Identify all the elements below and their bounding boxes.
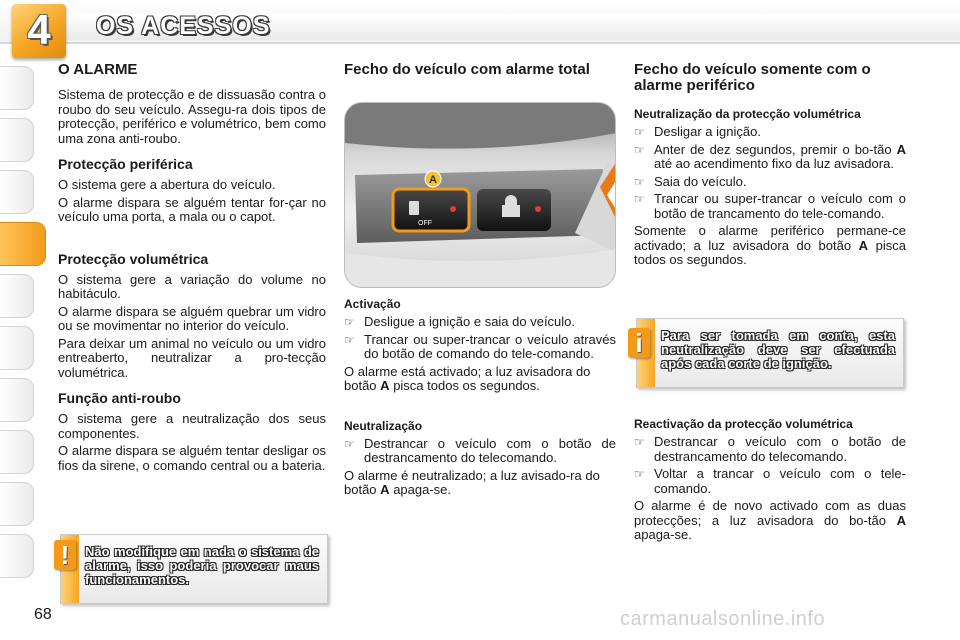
section-title-total-alarm: Fecho do veículo com alarme total bbox=[344, 61, 590, 78]
button-a-marker: A bbox=[429, 174, 437, 186]
heading-neutralization: Neutralização bbox=[344, 418, 423, 433]
section-title-peripheral-alarm: Fecho do veículo somente com o alarme periférico bbox=[634, 61, 871, 94]
anti-theft-text-2: O alarme dispara se alguém tentar desligar os fios da sirene, o comando central ou a bateria. bbox=[58, 443, 326, 473]
volumetric-text-1: O sistema gere a variação do volume no habitáculo. bbox=[58, 271, 326, 301]
chapter-tab-4-active[interactable] bbox=[0, 222, 46, 266]
chapter-tab-5[interactable] bbox=[0, 274, 34, 318]
column-total-alarm bbox=[344, 62, 616, 88]
hand-pointer-icon: ☞ bbox=[634, 435, 645, 449]
neutralization-step-3: ☞ Saia do veículo. bbox=[634, 173, 747, 189]
chapter-tab-2[interactable] bbox=[0, 118, 34, 162]
column-alarm bbox=[58, 62, 326, 476]
neutralization-step-1: ☞ Destrancar o veículo com o botão de destrancamento do telecomando. bbox=[344, 435, 616, 465]
warning-box bbox=[60, 534, 328, 604]
warning-icon: ! bbox=[54, 540, 76, 570]
column-peripheral-alarm-lower bbox=[634, 418, 906, 546]
reactivation-step-2: ☞ Voltar a trancar o veículo com o tele-comando. bbox=[634, 466, 906, 496]
column-total-alarm-lower bbox=[344, 298, 616, 501]
neutralization-step-2: ☞ Anter de dez segundos, premir o bo-tão A até ao acendimento fixo da luz avisadora. bbox=[634, 141, 906, 171]
hand-pointer-icon: ☞ bbox=[634, 142, 645, 157]
chapter-badge bbox=[12, 4, 66, 58]
button-key-a: A bbox=[380, 378, 390, 393]
neutralization-step-4: ☞ Trancar ou super-trancar o veículo com o botão de trancamento do tele-comando. bbox=[634, 191, 906, 221]
peripheral-text-1: O sistema gere a abertura do veículo. bbox=[58, 177, 276, 192]
hand-pointer-icon: ☞ bbox=[344, 315, 355, 329]
chapter-tab-7[interactable] bbox=[0, 378, 34, 422]
volumetric-text-3: Para deixar um animal no veículo ou um vidro entreaberto, neutralizar a pro-tecção volumétrica. bbox=[58, 335, 326, 380]
button-key-a: A bbox=[380, 482, 390, 497]
reactivation-step-1: ☞ Destrancar o veículo com o botão de destrancamento do telecomando. bbox=[634, 434, 906, 464]
heading-peripheral-protection: Protecção periférica bbox=[58, 156, 193, 172]
peripheral-only-result: Somente o alarme periférico permane-ce activado; a luz avisadora do botão A pisca todos os segundos. bbox=[634, 223, 906, 267]
reactivation-result: O alarme é de novo activado com as duas protecções; a luz avisadora do bo-tão A apaga-se. bbox=[634, 498, 906, 542]
peripheral-text-2: O alarme dispara se alguém tentar for-çar no veículo uma porta, a mala ou o capot. bbox=[58, 194, 326, 224]
alarm-intro: Sistema de protecção e de dissuasão contra o roubo do seu veículo. Assegu-ra dois tipos de protecção, periférico e volumétrico, bem como uma zona anti-roubo. bbox=[58, 87, 326, 146]
anti-theft-text-1: O sistema gere a neutralização dos seus componentes. bbox=[58, 411, 326, 441]
hand-pointer-icon: ☞ bbox=[634, 192, 645, 206]
chapter-tab-10[interactable] bbox=[0, 534, 34, 578]
chapter-number: 4 bbox=[27, 6, 51, 53]
alarm-button-photo bbox=[344, 102, 616, 288]
warning-text: Não modifique em nada o sistema de alarme, isso poderia provocar maus funcionamentos. bbox=[85, 544, 319, 587]
hand-pointer-icon: ☞ bbox=[634, 125, 645, 139]
neutralization-result: O alarme é neutralizado; a luz avisado-ra do botão A apaga-se. bbox=[344, 467, 600, 497]
heading-volumetric-neutralization: Neutralização da protecção volumétrica bbox=[634, 107, 861, 121]
chapter-tab-9[interactable] bbox=[0, 482, 34, 526]
hand-pointer-icon: ☞ bbox=[344, 332, 355, 347]
column-peripheral-alarm bbox=[634, 62, 906, 271]
watermark: carmanualsonline.info bbox=[620, 608, 826, 630]
hand-pointer-icon: ☞ bbox=[344, 436, 355, 451]
heading-volumetric-reactivation: Reactivação da protecção volumétrica bbox=[634, 417, 853, 431]
hand-pointer-icon: ☞ bbox=[634, 174, 645, 189]
activation-step-1: ☞ Desligue a ignição e saia do veículo. bbox=[344, 314, 576, 329]
chapter-tab-6[interactable] bbox=[0, 326, 34, 370]
alarm-button-illustration bbox=[345, 103, 616, 288]
chapter-tab-1[interactable] bbox=[0, 66, 34, 110]
activation-result: O alarme está activado; a luz avisadora do botão A pisca todos os segundos. bbox=[344, 363, 591, 393]
button-key-a: A bbox=[896, 141, 906, 157]
off-label: OFF bbox=[418, 220, 432, 227]
volumetric-text-2: O alarme dispara se alguém quebrar um vidro ou se movimentar no interior do veículo. bbox=[58, 303, 326, 333]
info-icon: i bbox=[628, 328, 650, 358]
heading-anti-theft: Função anti-roubo bbox=[58, 390, 181, 406]
heading-volumetric-protection: Protecção volumétrica bbox=[58, 250, 209, 267]
neutralization-step-1: ☞ Desligar a ignição. bbox=[634, 124, 761, 139]
page-header bbox=[0, 0, 960, 60]
page-number: 68 bbox=[34, 606, 52, 623]
button-key-a: A bbox=[896, 512, 906, 528]
chapter-tab-8[interactable] bbox=[0, 430, 34, 474]
hand-pointer-icon: ☞ bbox=[634, 467, 645, 481]
heading-activation: Activação bbox=[344, 297, 401, 311]
section-title-alarm: O ALARME bbox=[58, 61, 138, 78]
info-box bbox=[636, 318, 904, 388]
info-text: Para ser tomada em conta, esta neutralização deve ser efectuada após cada corte de ignição. bbox=[661, 328, 895, 371]
button-key-a: A bbox=[858, 237, 869, 253]
page-title: OS ACESSOS bbox=[96, 12, 271, 40]
activation-step-2: ☞ Trancar ou super-trancar o veículo através do botão de comando do tele-comando. bbox=[344, 331, 616, 361]
chapter-tab-3[interactable] bbox=[0, 170, 34, 214]
